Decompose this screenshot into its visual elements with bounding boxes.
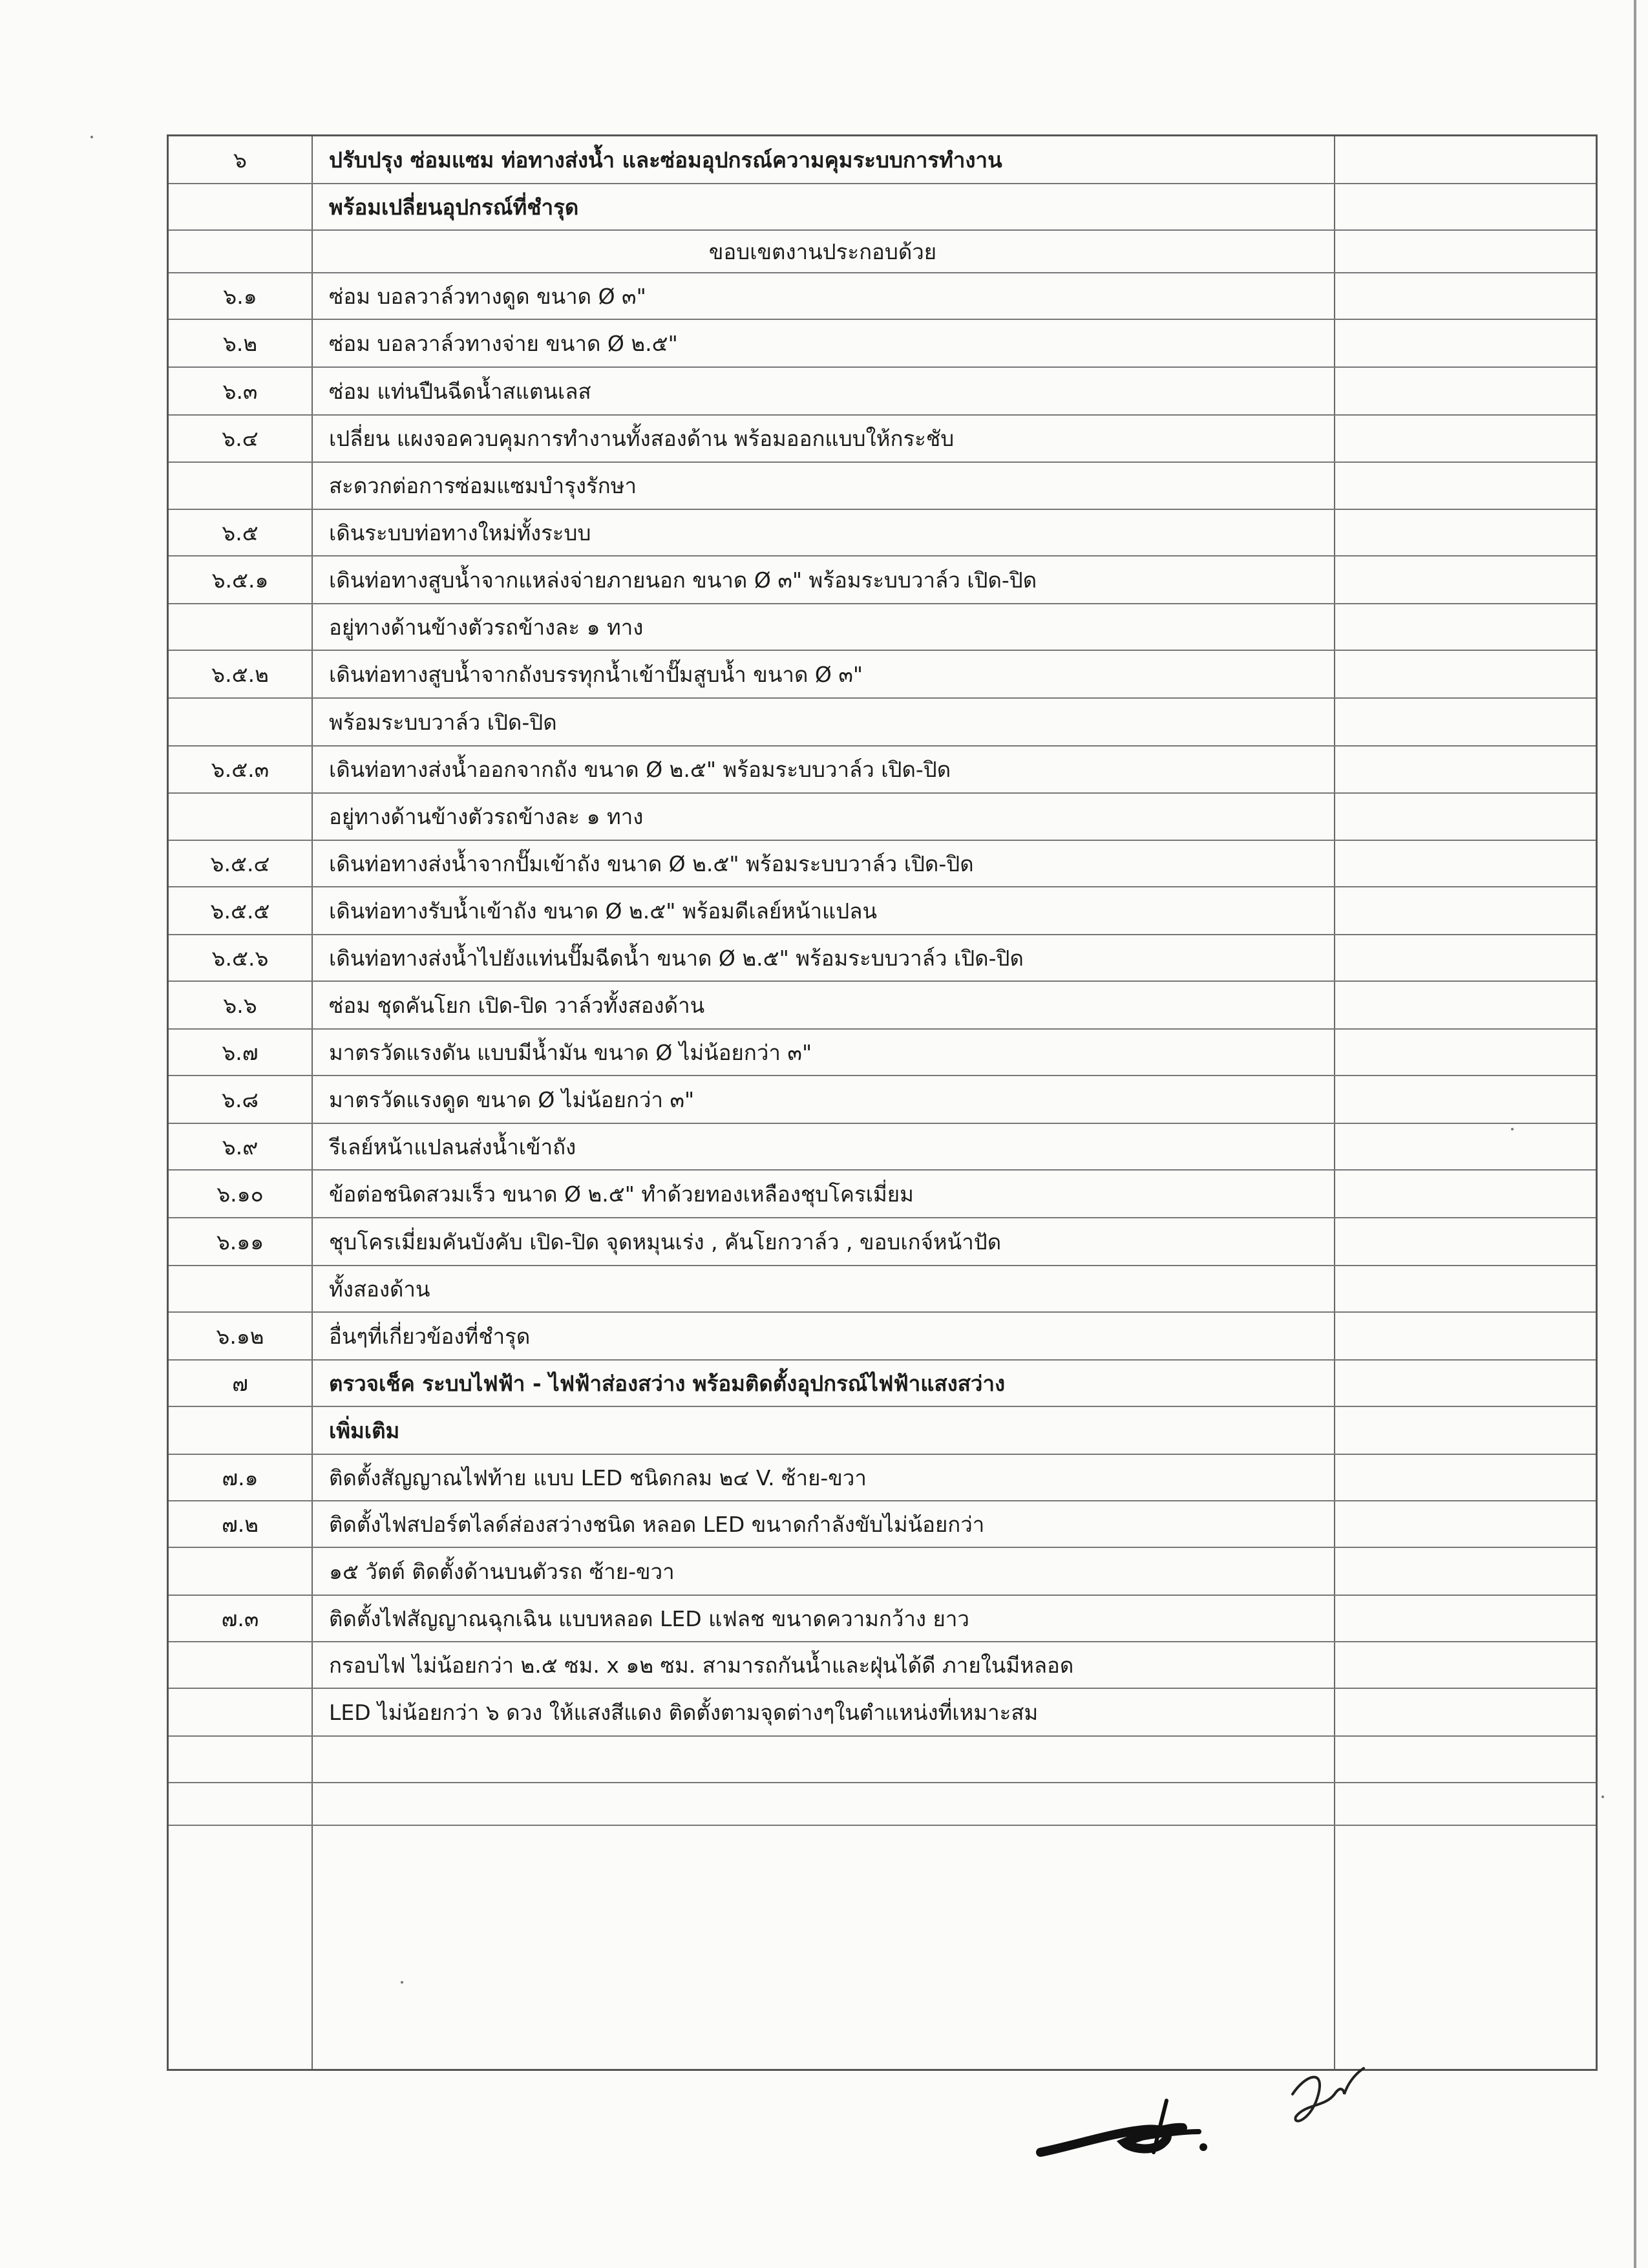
item-number xyxy=(169,699,312,745)
table-row xyxy=(169,699,1596,747)
item-number: ๖.๗ xyxy=(222,1039,259,1065)
table-row xyxy=(169,556,1596,604)
table-row xyxy=(169,1266,1596,1313)
item-number xyxy=(169,184,312,229)
table-row xyxy=(169,184,1596,231)
table-row xyxy=(169,1313,1596,1361)
item-number: ๖.๕ xyxy=(222,520,259,546)
item-description: ซ่อม บอลวาล์วทางจ่าย ขนาด Ø ๒.๕" xyxy=(329,330,678,356)
signature-2 xyxy=(1280,2055,1389,2139)
item-number: ๖.๑๑ xyxy=(216,1229,264,1255)
item-description: กรอบไฟ ไม่น้อยกว่า ๒.๕ ซม. x ๑๒ ซม. สามารถกันน้ำและฝุ่นได้ดี ภายในมีหลอด xyxy=(329,1652,1074,1678)
item-description: เดินท่อทางส่งน้ำจากปั๊มเข้าถัง ขนาด Ø ๒.๕" พร้อมระบบวาล์ว เปิด-ปิด xyxy=(329,851,974,876)
scan-speck xyxy=(1601,1796,1604,1798)
table-row xyxy=(169,273,1596,320)
item-description: อยู่ทางด้านข้างตัวรถข้างละ ๑ ทาง xyxy=(329,804,644,829)
item-description: สะดวกต่อการซ่อมแซมบำรุงรักษา xyxy=(329,473,637,498)
item-description: ติดตั้งไฟสัญญาณฉุกเฉิน แบบหลอด LED แฟลช ขนาดความกว้าง ยาว xyxy=(329,1606,969,1631)
item-number: ๖.๘ xyxy=(222,1086,259,1112)
table-row xyxy=(169,1030,1596,1076)
item-number: ๖.๒ xyxy=(222,330,258,356)
table-row xyxy=(169,887,1596,935)
item-description xyxy=(329,1826,1327,2069)
table-row xyxy=(169,1548,1596,1596)
table-row xyxy=(169,982,1596,1030)
item-number: ๖.๕.๓ xyxy=(211,757,269,782)
item-number xyxy=(169,1266,312,1311)
item-number: ๖.๑๒ xyxy=(216,1323,264,1349)
table-row xyxy=(169,1826,1596,2069)
item-number: ๖.๓ xyxy=(222,378,258,404)
item-description: เดินท่อทางสูบน้ำจากถังบรรทุกน้ำเข้าปั๊มสูบน้ำ ขนาด Ø ๓" xyxy=(329,661,863,687)
table-row xyxy=(169,1642,1596,1689)
table-row xyxy=(169,231,1596,273)
item-description: ซ่อม บอลวาล์วทางดูด ขนาด Ø ๓" xyxy=(329,283,646,309)
item-number: ๖.๕.๕ xyxy=(210,898,270,924)
item-number: ๖.๙ xyxy=(222,1134,259,1160)
table-row xyxy=(169,794,1596,841)
item-description: ซ่อม ชุดคันโยก เปิด-ปิด วาล์วทั้งสองด้าน xyxy=(329,992,705,1018)
item-number xyxy=(169,604,312,650)
table-row xyxy=(169,1783,1596,1826)
table-row xyxy=(169,935,1596,982)
item-description: LED ไม่น้อยกว่า ๖ ดวง ให้แสงสีแดง ติดตั้งตามจุดต่างๆในตำแหน่งที่เหมาะสม xyxy=(329,1699,1039,1725)
scan-speck xyxy=(401,1981,403,1984)
table-row xyxy=(169,1171,1596,1218)
item-description: มาตรวัดแรงดัน แบบมีน้ำมัน ขนาด Ø ไม่น้อยกว่า ๓" xyxy=(329,1039,812,1065)
item-description xyxy=(329,1783,1327,1825)
item-description: พร้อมระบบวาล์ว เปิด-ปิด xyxy=(329,709,557,735)
item-number xyxy=(169,1407,312,1454)
item-number xyxy=(169,1689,312,1735)
table-row xyxy=(169,1218,1596,1266)
item-description: ตรวจเช็ค ระบบไฟฟ้า - ไฟฟ้าส่องสว่าง พร้อมติดตั้งอุปกรณ์ไฟฟ้าแสงสว่าง xyxy=(329,1370,1006,1396)
item-description: อื่นๆที่เกี่ยวข้องที่ชำรุด xyxy=(329,1323,531,1349)
table-row xyxy=(169,1124,1596,1171)
item-description xyxy=(329,1737,1327,1782)
item-description: เพิ่มเติม xyxy=(329,1417,400,1443)
item-number: ๖.๔ xyxy=(222,426,259,451)
item-description: ชุบโครเมี่ยมคันบังคับ เปิด-ปิด จุดหมุนเร่ง , คันโยกวาล์ว , ขอบเกจ์หน้าปัด xyxy=(329,1229,1002,1255)
table-row xyxy=(169,136,1596,184)
item-description: ขอบเขตงานประกอบด้วย xyxy=(708,238,937,264)
scan-speck xyxy=(90,136,93,138)
table-row xyxy=(169,1689,1596,1737)
item-description: เดินท่อทางสูบน้ำจากแหล่งจ่ายภายนอก ขนาด Ø ๓" พร้อมระบบวาล์ว เปิด-ปิด xyxy=(329,567,1037,593)
item-number: ๖.๕.๔ xyxy=(210,851,270,876)
item-description: อยู่ทางด้านข้างตัวรถข้างละ ๑ ทาง xyxy=(329,614,644,640)
item-description: เปลี่ยน แผงจอควบคุมการทำงานทั้งสองด้าน พร้อมออกแบบให้กระชับ xyxy=(329,426,955,451)
table-row xyxy=(169,510,1596,556)
item-description: มาตรวัดแรงดูด ขนาด Ø ไม่น้อยกว่า ๓" xyxy=(329,1086,695,1112)
item-number xyxy=(169,1783,312,1825)
table-row xyxy=(169,416,1596,463)
item-number xyxy=(169,794,312,840)
item-number: ๖.๑๐ xyxy=(217,1181,264,1207)
scan-speck xyxy=(1511,1128,1514,1130)
table-row xyxy=(169,1596,1596,1642)
table-row xyxy=(169,368,1596,416)
item-number: ๗.๑ xyxy=(222,1465,259,1490)
item-description: ติดตั้งไฟสปอร์ตไลด์ส่องสว่างชนิด หลอด LED ขนาดกำลังขับไม่น้อยกว่า xyxy=(329,1511,985,1537)
item-number: ๖.๕.๖ xyxy=(211,945,269,971)
item-number: ๖.๕.๑ xyxy=(211,567,269,593)
table-row xyxy=(169,1501,1596,1548)
item-number xyxy=(169,1826,312,2069)
table-row xyxy=(169,1455,1596,1501)
specification-table xyxy=(167,134,1598,2071)
table-row xyxy=(169,1737,1596,1783)
table-row xyxy=(169,1361,1596,1407)
table-row xyxy=(169,320,1596,368)
table-row xyxy=(169,651,1596,699)
item-number: ๗ xyxy=(232,1370,248,1396)
page-edge xyxy=(1634,0,1636,2268)
item-number xyxy=(169,1642,312,1688)
item-description: เดินท่อทางส่งน้ำออกจากถัง ขนาด Ø ๒.๕" พร้อมระบบวาล์ว เปิด-ปิด xyxy=(329,757,951,782)
item-number xyxy=(169,1737,312,1782)
item-number xyxy=(169,463,312,509)
item-number: ๗.๒ xyxy=(221,1511,259,1537)
item-description: ๑๕ วัตต์ ติดตั้งด้านบนตัวรถ ซ้าย-ขวา xyxy=(329,1558,675,1584)
item-description: ติดตั้งสัญญาณไฟท้าย แบบ LED ชนิดกลม ๒๔ V. ซ้าย-ขวา xyxy=(329,1465,867,1490)
item-description: ซ่อม แท่นปืนฉีดน้ำสแตนเลส xyxy=(329,378,591,404)
table-row xyxy=(169,1407,1596,1455)
item-description: เดินท่อทางรับน้ำเข้าถัง ขนาด Ø ๒.๕" พร้อมดีเลย์หน้าแปลน xyxy=(329,898,878,924)
item-number: ๖.๕.๒ xyxy=(211,661,269,687)
item-description: ทั้งสองด้าน xyxy=(329,1276,430,1302)
item-description: รีเลย์หน้าแปลนส่งน้ำเข้าถัง xyxy=(329,1134,576,1160)
item-number: ๖.๖ xyxy=(223,992,257,1018)
item-number xyxy=(169,1548,312,1595)
table-row xyxy=(169,604,1596,651)
item-number: ๖.๑ xyxy=(223,283,257,309)
item-description: เดินระบบท่อทางใหม่ทั้งระบบ xyxy=(329,520,591,546)
table-row xyxy=(169,747,1596,794)
item-number xyxy=(169,231,312,272)
table-row xyxy=(169,463,1596,510)
item-description: ข้อต่อชนิดสวมเร็ว ขนาด Ø ๒.๕" ทำด้วยทองเหลืองชุบโครเมี่ยม xyxy=(329,1181,914,1207)
item-number: ๗.๓ xyxy=(221,1606,259,1631)
item-description: เดินท่อทางส่งน้ำไปยังแท่นปั๊มฉีดน้ำ ขนาด Ø ๒.๕" พร้อมระบบวาล์ว เปิด-ปิด xyxy=(329,945,1024,971)
table-row xyxy=(169,1076,1596,1124)
table-row xyxy=(169,841,1596,887)
item-description: พร้อมเปลี่ยนอุปกรณ์ที่ชำรุด xyxy=(329,194,579,220)
item-number: ๖ xyxy=(233,147,247,173)
item-description: ปรับปรุง ซ่อมแซม ท่อทางส่งน้ำ และซ่อมอุปกรณ์ความคุมระบบการทำงาน xyxy=(329,147,1002,173)
